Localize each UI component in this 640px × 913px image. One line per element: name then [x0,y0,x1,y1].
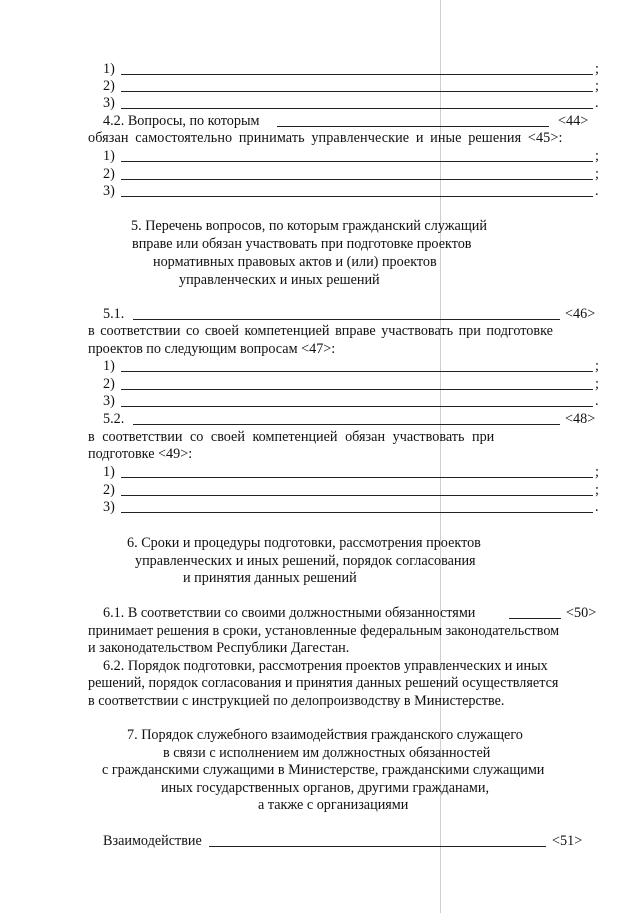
clause-4-2-text: обязан самостоятельно принимать управленческие и иные решения <45>: [88,130,563,146]
list-num-3: 3) [103,393,115,409]
section-7-title-line-2: в связи с исполнением им должностных обязанностей [163,745,491,761]
list-end-dot: . [595,393,599,409]
list-end-semicolon: ; [595,464,599,480]
section-6-title-line-1: 6. Сроки и процедуры подготовки, рассмотрения проектов [127,535,481,551]
section-7-title-line-4: иных государственных органов, другими гражданами, [161,780,490,796]
blank-line [121,477,593,478]
blank-line [121,91,593,92]
clause-4-2-label: 4.2. Вопросы, по которым [103,113,260,129]
clause-5-2-label: 5.2. [103,411,125,427]
clause-6-2-text-3: в соответствии с инструкцией по делопроизводству в Министерстве. [88,693,505,709]
section-6-title-line-3: и принятия данных решений [183,570,357,586]
list-end-semicolon: ; [595,78,599,94]
list-num-1: 1) [103,61,115,77]
list-end-dot: . [595,183,599,199]
blank-line [121,406,593,407]
list-num-3: 3) [103,183,115,199]
footnote-ref-46: <46> [565,306,596,322]
list-end-semicolon: ; [595,376,599,392]
blank-line [133,319,560,320]
list-end-dot: . [595,95,599,111]
list-end-semicolon: ; [595,166,599,182]
blank-line [121,371,593,372]
clause-6-1-text-3: и законодательством Республики Дагестан. [88,640,350,656]
list-end-semicolon: ; [595,148,599,164]
list-num-3: 3) [103,499,115,515]
clause-6-1-text-2: принимает решения в сроки, установленные федеральным законодательством [88,623,560,639]
footnote-ref-44: <44> [558,113,589,129]
list-num-2: 2) [103,376,115,392]
section-7-title-line-3: с гражданскими служащими в Министерстве, гражданскими служащими [102,762,545,778]
blank-line [121,389,593,390]
list-num-1: 1) [103,358,115,374]
blank-line [209,846,546,847]
clause-5-2-text-2: подготовке <49>: [88,446,193,462]
blank-line [133,424,560,425]
section-7-title-line-1: 7. Порядок служебного взаимодействия гражданского служащего [127,727,523,743]
list-num-2: 2) [103,482,115,498]
blank-line [121,512,593,513]
list-num-1: 1) [103,464,115,480]
footnote-ref-50: <50> [566,605,597,621]
section-5-title-line-4: управленческих и иных решений [179,272,380,288]
blank-line [121,108,593,109]
footnote-ref-51: <51> [552,833,583,849]
interaction-label: Взаимодействие [103,833,202,849]
clause-5-1-label: 5.1. [103,306,125,322]
section-5-title-line-2: вправе или обязан участвовать при подготовке проектов [132,236,472,252]
section-6-title-line-2: управленческих и иных решений, порядок согласования [135,553,476,569]
list-num-2: 2) [103,78,115,94]
section-5-title-line-3: нормативных правовых актов и (или) проектов [153,254,437,270]
clause-6-1-text-1: 6.1. В соответствии со своими должностными обязанностями [103,605,476,621]
section-7-title-line-5: а также с организациями [258,797,409,813]
list-end-semicolon: ; [595,482,599,498]
list-end-dot: . [595,499,599,515]
list-num-2: 2) [103,166,115,182]
footnote-ref-48: <48> [565,411,596,427]
clause-5-1-text-1: в соответствии со своей компетенцией вправе участвовать при подготовке [88,323,553,339]
clause-6-2-text-2: решений, порядок согласования и принятия данных решений осуществляется [88,675,559,691]
list-end-semicolon: ; [595,61,599,77]
list-end-semicolon: ; [595,358,599,374]
blank-line [121,74,593,75]
blank-line [277,126,549,127]
section-5-title-line-1: 5. Перечень вопросов, по которым гражданский служащий [131,218,487,234]
blank-line [121,161,593,162]
blank-line [121,196,593,197]
blank-line [121,495,593,496]
clause-6-2-text-1: 6.2. Порядок подготовки, рассмотрения проектов управленческих и иных [103,658,548,674]
list-num-1: 1) [103,148,115,164]
clause-5-2-text-1: в соответствии со своей компетенцией обязан участвовать при [88,429,495,445]
blank-line [509,618,561,619]
clause-5-1-text-2: проектов по следующим вопросам <47>: [88,341,336,357]
blank-line [121,179,593,180]
list-num-3: 3) [103,95,115,111]
